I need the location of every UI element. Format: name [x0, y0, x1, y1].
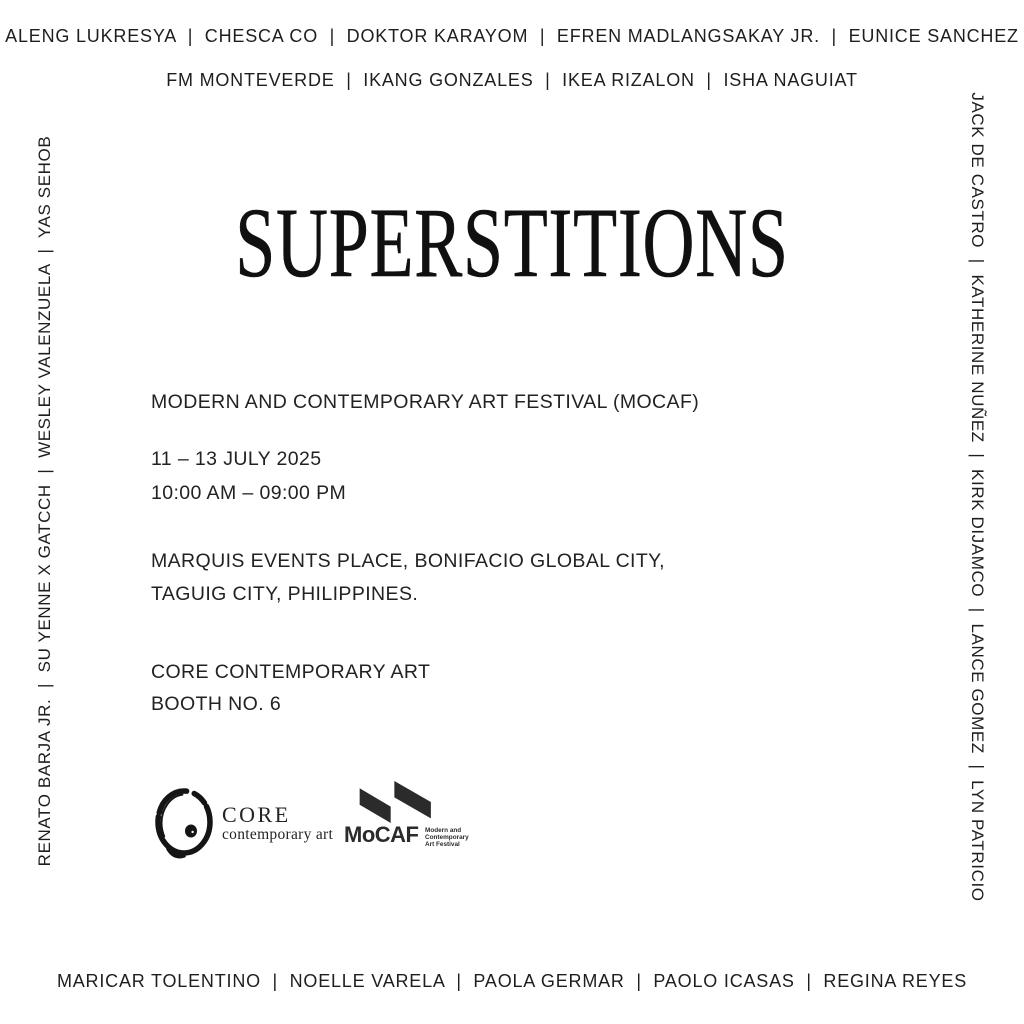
festival-name: MODERN AND CONTEMPORARY ART FESTIVAL (MOCAF) — [151, 391, 700, 413]
artist-names-bottom-row: MARICAR TOLENTINO | NOELLE VARELA | PAOLA GERMAR | PAOLO ICASAS | REGINA REYES — [56, 971, 968, 991]
mocaf-logo-icon — [358, 781, 438, 823]
artist-names-left-column: RENATO BARJA JR. | SU YENNE X GATCCH | WESLEY VALENZUELA | YAS SEHOB — [35, 135, 54, 867]
mocaf-tagline-line-2: Contemporary — [425, 834, 469, 841]
core-gallery-logo-icon — [154, 786, 218, 862]
booth-number: BOOTH NO. 6 — [151, 693, 282, 715]
core-logo-subtitle: contemporary art — [222, 826, 334, 843]
mocaf-logo-tagline — [425, 827, 469, 848]
artist-names-top-row-1: ALENG LUKRESYA | CHESCA CO | DOKTOR KARAYOM | EFREN MADLANGSAKAY JR. | EUNICE SANCHEZ — [5, 26, 1019, 46]
venue-line-2: TAGUIG CITY, PHILIPPINES. — [151, 583, 419, 605]
event-hours: 10:00 AM – 09:00 PM — [151, 482, 347, 504]
gallery-name: CORE CONTEMPORARY ART — [151, 661, 431, 683]
event-dates: 11 – 13 JULY 2025 — [151, 448, 322, 470]
artist-names-top-row-2: FM MONTEVERDE | IKANG GONZALES | IKEA RIZALON | ISHA NAGUIAT — [166, 70, 858, 90]
mocaf-logo-wordmark: MoCAF — [344, 822, 419, 847]
artist-names-right-column: JACK DE CASTRO | KATHERINE NUÑEZ | KIRK DIJAMCO | LANCE GOMEZ | LYN PATRICIO — [968, 92, 987, 902]
core-logo-wordmark: CORE — [222, 802, 291, 827]
venue-line-1: MARQUIS EVENTS PLACE, BONIFACIO GLOBAL CITY, — [151, 550, 665, 572]
exhibition-title: SUPERSTITIONS — [235, 187, 789, 298]
mocaf-tagline-line-3: Art Festival — [425, 841, 460, 848]
mocaf-tagline-line-1: Modern and — [425, 827, 462, 834]
